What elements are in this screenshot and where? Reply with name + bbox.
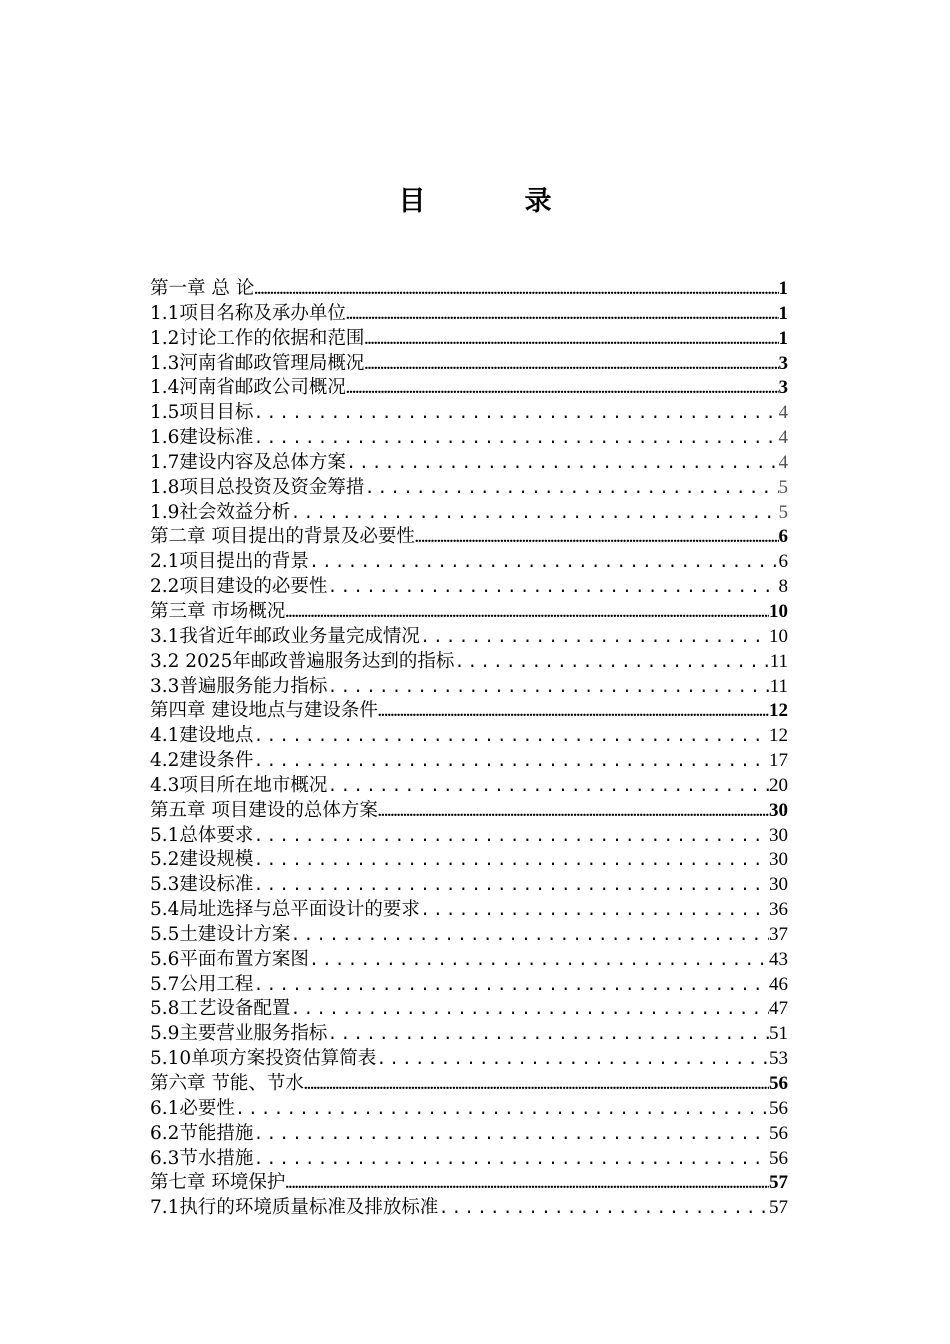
toc-entry-label: 1.5项目目标 <box>150 402 254 424</box>
toc-entry-label: 1.9社会效益分析 <box>150 501 291 523</box>
toc-dot-leader <box>327 776 769 799</box>
toc-entry-label: 4.1建设地点 <box>150 725 254 747</box>
toc-entry-label: 1.2讨论工作的依据和范围 <box>150 327 365 349</box>
toc-entry[interactable] <box>150 724 788 749</box>
toc-entry-label: 3.3普遍服务能力指标 <box>150 675 328 697</box>
toc-entry-page-number: 51 <box>769 1023 788 1045</box>
toc-entry[interactable] <box>150 650 788 675</box>
toc-entry-page-number: 46 <box>769 973 788 995</box>
toc-entry-label: 5.4局址选择与总平面设计的要求 <box>150 899 420 921</box>
toc-entry-page-number: 4 <box>778 451 788 473</box>
toc-dot-leader <box>253 726 769 749</box>
toc-dot-leader <box>346 303 779 327</box>
toc-entry-label: 6.2节能措施 <box>150 1122 254 1144</box>
toc-entry-label: 1.3河南省邮政管理局概况 <box>150 352 365 374</box>
toc-entry[interactable] <box>150 898 788 923</box>
toc-entry[interactable] <box>150 525 788 550</box>
toc-entry-label: 第三章 市场概况 <box>150 600 286 622</box>
toc-entry[interactable] <box>150 1097 788 1122</box>
toc-entry-label: 1.1项目名称及承办单位 <box>150 302 346 324</box>
toc-entry[interactable] <box>150 973 788 998</box>
toc-entry-label: 6.1必要性 <box>150 1097 235 1119</box>
toc-entry-page-number: 10 <box>769 625 788 647</box>
toc-dot-leader <box>346 453 779 476</box>
toc-dot-leader <box>364 478 778 501</box>
toc-entry-page-number: 6 <box>778 551 788 573</box>
toc-entry-page-number: 17 <box>769 750 788 772</box>
toc-entry[interactable] <box>150 1022 788 1047</box>
toc-entry-label: 2.2项目建设的必要性 <box>150 576 328 598</box>
toc-entry[interactable] <box>150 799 788 824</box>
toc-entry-label: 5.7公用工程 <box>150 973 254 995</box>
toc-entry[interactable] <box>150 550 788 575</box>
toc-entry-page-number: 56 <box>769 1147 788 1169</box>
toc-entry-page-number: 56 <box>769 1073 788 1094</box>
toc-entry-page-number: 1 <box>778 327 788 349</box>
toc-entry[interactable] <box>150 997 788 1022</box>
toc-entry-page-number: 12 <box>769 725 788 747</box>
toc-dot-leader <box>290 999 769 1022</box>
toc-dot-leader <box>454 652 769 675</box>
toc-entry[interactable] <box>150 699 788 724</box>
toc-entry-page-number: 10 <box>769 600 788 622</box>
toc-dot-leader <box>285 1172 769 1196</box>
toc-entry-label: 5.1总体要求 <box>150 824 254 846</box>
toc-entry[interactable] <box>150 302 788 327</box>
toc-entry[interactable] <box>150 625 788 650</box>
toc-dot-leader <box>253 1149 769 1172</box>
toc-entry-label: 5.10单项方案投资估算简表 <box>150 1048 377 1070</box>
toc-entry-label: 5.9主要营业服务指标 <box>150 1023 328 1045</box>
toc-entry-page-number: 37 <box>769 923 788 945</box>
toc-dot-leader <box>309 552 779 575</box>
toc-dot-leader <box>235 1099 769 1122</box>
toc-entry[interactable] <box>150 600 788 625</box>
toc-dot-leader <box>253 850 769 873</box>
table-of-contents <box>150 277 788 1221</box>
toc-entry-page-number: 43 <box>769 948 788 970</box>
toc-entry-page-number: 12 <box>769 700 788 722</box>
toc-dot-leader <box>253 975 769 998</box>
toc-dot-leader <box>290 503 778 526</box>
toc-entry-page-number: 30 <box>769 849 788 871</box>
toc-entry-page-number: 8 <box>778 576 788 598</box>
toc-entry-page-number: 3 <box>778 352 788 374</box>
toc-entry-page-number: 57 <box>769 1172 788 1194</box>
toc-dot-leader <box>253 1124 769 1147</box>
toc-entry-label: 4.3项目所在地市概况 <box>150 774 328 796</box>
toc-entry[interactable] <box>150 1147 788 1172</box>
toc-entry[interactable] <box>150 501 788 526</box>
toc-entry-label: 第二章 项目提出的背景及必要性 <box>150 526 415 548</box>
toc-entry-label: 4.2建设条件 <box>150 750 254 772</box>
toc-entry-page-number: 30 <box>769 824 788 846</box>
toc-entry[interactable] <box>150 1196 788 1221</box>
toc-entry-page-number: 1 <box>778 278 788 299</box>
toc-entry-page-number: 47 <box>769 998 788 1020</box>
toc-entry[interactable] <box>150 277 788 302</box>
toc-entry-label: 5.5土建设计方案 <box>150 923 291 945</box>
toc-dot-leader <box>327 1024 769 1047</box>
toc-entry-label: 3.2 2025年邮政普遍服务达到的指标 <box>150 650 455 672</box>
toc-entry-page-number: 1 <box>778 302 788 324</box>
toc-entry-page-number: 30 <box>769 874 788 896</box>
toc-entry-page-number: 53 <box>769 1048 788 1070</box>
toc-entry[interactable] <box>150 327 788 352</box>
toc-entry-label: 3.1我省近年邮政业务量完成情况 <box>150 625 420 647</box>
toc-dot-leader <box>285 601 769 625</box>
toc-dot-leader <box>253 751 769 774</box>
toc-entry-label: 第七章 环境保护 <box>150 1172 286 1194</box>
toc-dot-leader <box>253 403 778 426</box>
toc-dot-leader <box>254 278 778 302</box>
toc-entry-label: 6.3节水措施 <box>150 1147 254 1169</box>
toc-entry-label: 5.8工艺设备配置 <box>150 998 291 1020</box>
toc-dot-leader <box>378 700 769 724</box>
toc-entry-page-number: 5 <box>778 476 788 498</box>
toc-entry-label: 第六章 节能、节水 <box>150 1073 304 1094</box>
toc-entry-page-number: 20 <box>769 774 788 796</box>
toc-dot-leader <box>253 875 769 898</box>
toc-entry[interactable] <box>150 401 788 426</box>
toc-dot-leader <box>327 577 778 600</box>
toc-entry-page-number: 11 <box>769 675 788 697</box>
toc-entry-label: 1.4河南省邮政公司概况 <box>150 377 346 399</box>
toc-dot-leader <box>438 1198 769 1221</box>
page-title: 目 录 <box>398 186 588 217</box>
toc-dot-leader <box>376 1049 769 1072</box>
toc-entry-page-number: 56 <box>769 1097 788 1119</box>
toc-entry[interactable] <box>150 848 788 873</box>
toc-entry-page-number: 30 <box>769 799 788 821</box>
toc-entry[interactable] <box>150 749 788 774</box>
toc-dot-leader <box>420 627 769 650</box>
toc-dot-leader <box>253 428 778 451</box>
toc-dot-leader <box>253 826 769 849</box>
toc-entry-page-number: 36 <box>769 899 788 921</box>
toc-entry[interactable] <box>150 426 788 451</box>
toc-entry-label: 5.6平面布置方案图 <box>150 948 309 970</box>
toc-entry-label: 第四章 建设地点与建设条件 <box>150 700 378 722</box>
toc-dot-leader <box>290 925 769 948</box>
toc-entry-label: 2.1项目提出的背景 <box>150 551 309 573</box>
toc-entry-page-number: 4 <box>778 427 788 449</box>
toc-entry[interactable] <box>150 1171 788 1196</box>
toc-entry[interactable] <box>150 774 788 799</box>
toc-dot-leader <box>378 800 769 824</box>
toc-dot-leader <box>309 950 769 973</box>
toc-entry-page-number: 3 <box>778 377 788 399</box>
toc-entry[interactable] <box>150 1072 788 1097</box>
toc-entry-page-number: 4 <box>778 402 788 424</box>
toc-dot-leader <box>304 1073 769 1097</box>
toc-entry[interactable] <box>150 948 788 973</box>
toc-entry[interactable] <box>150 376 788 401</box>
toc-entry[interactable] <box>150 476 788 501</box>
toc-entry[interactable] <box>150 352 788 377</box>
toc-dot-leader <box>415 526 779 550</box>
toc-dot-leader <box>420 900 769 923</box>
toc-entry-page-number: 57 <box>769 1197 788 1219</box>
toc-entry-label: 第五章 项目建设的总体方案 <box>150 799 378 821</box>
toc-entry[interactable] <box>150 675 788 700</box>
toc-entry-label: 1.6建设标准 <box>150 427 254 449</box>
toc-entry-label: 1.7建设内容及总体方案 <box>150 451 346 473</box>
toc-entry-page-number: 56 <box>769 1122 788 1144</box>
toc-entry[interactable] <box>150 923 788 948</box>
toc-dot-leader <box>364 328 778 352</box>
toc-entry[interactable] <box>150 451 788 476</box>
toc-entry-page-number: 6 <box>778 526 788 548</box>
toc-entry[interactable] <box>150 873 788 898</box>
toc-entry-label: 1.8项目总投资及资金筹措 <box>150 476 365 498</box>
toc-entry[interactable] <box>150 1047 788 1072</box>
toc-entry-label: 5.3建设标准 <box>150 874 254 896</box>
toc-entry-label: 5.2建设规模 <box>150 849 254 871</box>
toc-entry-page-number: 11 <box>769 650 788 672</box>
toc-entry-label: 7.1执行的环境质量标准及排放标准 <box>150 1197 439 1219</box>
toc-entry[interactable] <box>150 1122 788 1147</box>
toc-entry-label: 第一章 总 论 <box>150 278 255 299</box>
toc-entry[interactable] <box>150 824 788 849</box>
toc-entry[interactable] <box>150 575 788 600</box>
toc-dot-leader <box>346 377 779 401</box>
toc-entry-page-number: 5 <box>778 501 788 523</box>
toc-dot-leader <box>327 677 769 700</box>
toc-dot-leader <box>364 353 778 377</box>
